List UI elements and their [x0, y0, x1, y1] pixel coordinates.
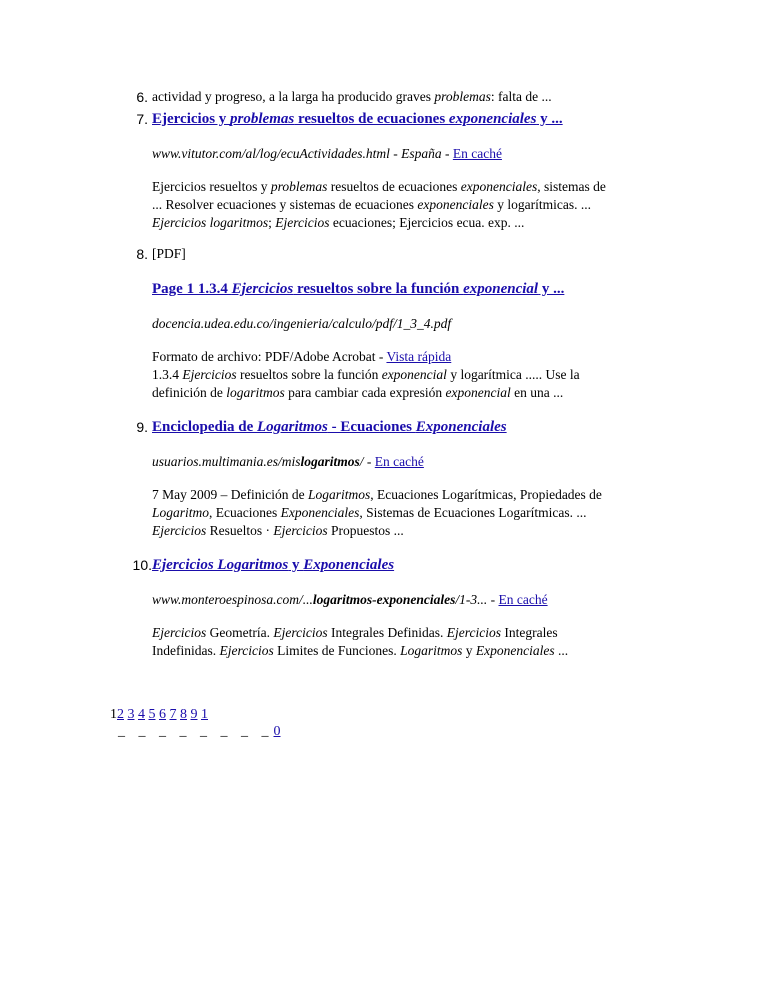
snippet-text: y logarítmica ..... Use la [446, 367, 580, 382]
url-emphasis: logaritmos-exponenciales [312, 592, 456, 607]
snippet-text: Ejercicios resueltos y [152, 179, 271, 194]
snippet-text: Propuestos ... [327, 523, 404, 538]
result-7 [110, 108, 670, 232]
snippet-text: , Ecuaciones Logarítmicas, Propiedades de [370, 487, 602, 502]
title-text: y ... [536, 111, 563, 127]
snippet-text: Limites de Funciones. [273, 643, 401, 658]
pagination [110, 706, 281, 740]
snippet-text: ecuaciones; Ejercicios ecua. exp. ... [329, 215, 525, 230]
snippet-text: Integrales [501, 625, 558, 640]
snippet-text: , Sistemas de Ecuaciones Logarítmicas. ... [359, 505, 587, 520]
title-emphasis: Logaritmos [257, 419, 328, 435]
page-link[interactable]: 1 [201, 707, 208, 722]
snippet-text: Integrales Definidas. [327, 625, 447, 640]
cache-link[interactable]: En caché [452, 146, 502, 161]
snippet-text: 7 May 2009 – Definición de [152, 487, 308, 502]
quick-view-link[interactable]: Vista rápida [386, 349, 452, 364]
link-underscores: _ _ _ _ _ _ _ _ [118, 724, 274, 739]
result-9 [110, 416, 670, 540]
snippet-text: Geometría. [206, 625, 274, 640]
result-url: docencia.udea.edu.co/ingenieria/calculo/pdf/1_3_4.pdf [152, 316, 452, 331]
snippet-emphasis: Ejercicios [219, 643, 274, 658]
cache-link[interactable]: En caché [374, 454, 424, 469]
snippet-text: ... [554, 643, 569, 658]
snippet-text: resueltos de ecuaciones [327, 179, 461, 194]
url-emphasis: logaritmos [300, 454, 360, 469]
title-text: Enciclopedia de [152, 419, 258, 435]
snippet-emphasis: Exponenciales [280, 505, 360, 520]
snippet-text: , Ecuaciones [209, 505, 281, 520]
result-snippet [152, 348, 670, 402]
snippet-text: Resueltos · [206, 523, 274, 538]
snippet-emphasis: Ejercicios [152, 625, 207, 640]
snippet-emphasis: exponenciales [460, 179, 538, 194]
snippet-emphasis: Ejercicios logaritmos [152, 215, 269, 230]
title-emphasis: Ejercicios [231, 281, 294, 297]
snippet-text: para cambiar cada expresión [284, 385, 446, 400]
title-text: - Ecuaciones [327, 419, 416, 435]
result-title-link[interactable] [152, 108, 563, 130]
snippet-text: actividad y progreso, a la larga ha producido graves [152, 89, 435, 104]
snippet-text: ; [268, 215, 276, 230]
page-link-10-continued[interactable]: 0 [273, 724, 281, 739]
url-text: /1-3... - [455, 592, 499, 607]
url-text: / - [359, 454, 375, 469]
snippet-text: 1.3.4 [152, 367, 183, 382]
url-text: www.vitutor.com/al/log/ecuActividades.html - España - [152, 146, 453, 161]
pagination-second-line [110, 723, 281, 740]
snippet-text: Indefinidas. [152, 643, 220, 658]
snippet-emphasis: Ejercicios [182, 367, 237, 382]
snippet-emphasis: exponencial [445, 385, 511, 400]
snippet-emphasis: problemas [270, 179, 328, 194]
result-number: 9. [136, 419, 148, 435]
snippet-emphasis: Logaritmos [307, 487, 371, 502]
title-emphasis: exponenciales [448, 111, 537, 127]
file-format-text: Formato de archivo: PDF/Adobe Acrobat - [152, 349, 387, 364]
page-link[interactable]: 4 [138, 707, 145, 722]
result-6 [110, 86, 670, 108]
result-url [152, 453, 670, 471]
snippet-emphasis: Logaritmo [152, 505, 210, 520]
title-text: Page 1 1.3.4 [152, 281, 232, 297]
title-emphasis: exponencial [463, 281, 539, 297]
snippet-emphasis: logaritmos [226, 385, 285, 400]
result-number: 10. [132, 557, 152, 573]
page-link[interactable]: 3 [127, 707, 135, 722]
snippet-emphasis: Ejercicios [446, 625, 502, 640]
current-page: 1 [110, 707, 117, 722]
snippet-text: y logarítmicas. ... [493, 197, 591, 212]
title-text: resueltos de ecuaciones [294, 111, 449, 127]
page-link[interactable]: 9 [190, 707, 198, 722]
result-title-link[interactable] [152, 416, 507, 438]
snippet-text: ... Resolver ecuaciones y sistemas de ecuaciones [152, 197, 418, 212]
result-8 [110, 245, 670, 402]
snippet-text: en una ... [510, 385, 564, 400]
title-emphasis: Exponenciales [303, 557, 395, 573]
title-emphasis: Exponenciales [415, 419, 507, 435]
title-emphasis: Ejercicios Logaritmos [152, 557, 289, 573]
title-text: Ejercicios y [152, 111, 231, 127]
result-url [152, 145, 670, 163]
snippet-text: y [462, 643, 476, 658]
snippet-emphasis: exponencial [381, 367, 447, 382]
result-title-link[interactable] [152, 278, 564, 300]
search-results [110, 86, 670, 660]
result-snippet [152, 624, 670, 660]
snippet-emphasis: Ejercicios [275, 215, 330, 230]
page-link[interactable]: 8 [180, 707, 187, 722]
snippet-emphasis: Ejercicios [273, 523, 328, 538]
url-text: www.monteroespinosa.com/... [152, 592, 313, 607]
snippet-emphasis: Ejercicios [152, 523, 207, 538]
cache-link[interactable]: En caché [498, 592, 548, 607]
result-url [152, 591, 670, 609]
result-10 [110, 554, 670, 660]
result-title-link[interactable] [152, 554, 394, 576]
pdf-badge: [PDF] [152, 246, 186, 261]
page-link[interactable]: 5 [148, 707, 156, 722]
snippet-text: , sistemas de [537, 179, 606, 194]
snippet-text: : falta de ... [490, 89, 552, 104]
snippet-emphasis: exponenciales [417, 197, 494, 212]
result-number: 7. [136, 111, 148, 127]
snippet-emphasis: problemas [434, 89, 491, 104]
snippet-text: definición de [152, 385, 227, 400]
snippet-text: resueltos sobre la función [236, 367, 382, 382]
title-emphasis: problemas [230, 111, 295, 127]
title-text: y ... [538, 281, 565, 297]
url-text: usuarios.multimania.es/mis [152, 454, 301, 469]
result-number: 8. [136, 246, 148, 262]
snippet-emphasis: Logaritmos [400, 643, 463, 658]
page-link[interactable]: 6 [159, 707, 166, 722]
snippet-emphasis: Ejercicios [273, 625, 328, 640]
page-link[interactable]: 7 [169, 707, 177, 722]
result-snippet [152, 486, 670, 540]
snippet-emphasis: Exponenciales [475, 643, 555, 658]
result-number: 6. [136, 89, 148, 105]
result-snippet [152, 178, 670, 232]
title-text: resueltos sobre la función [293, 281, 464, 297]
page-link[interactable]: 2 [117, 707, 124, 722]
title-text: y [288, 557, 304, 573]
